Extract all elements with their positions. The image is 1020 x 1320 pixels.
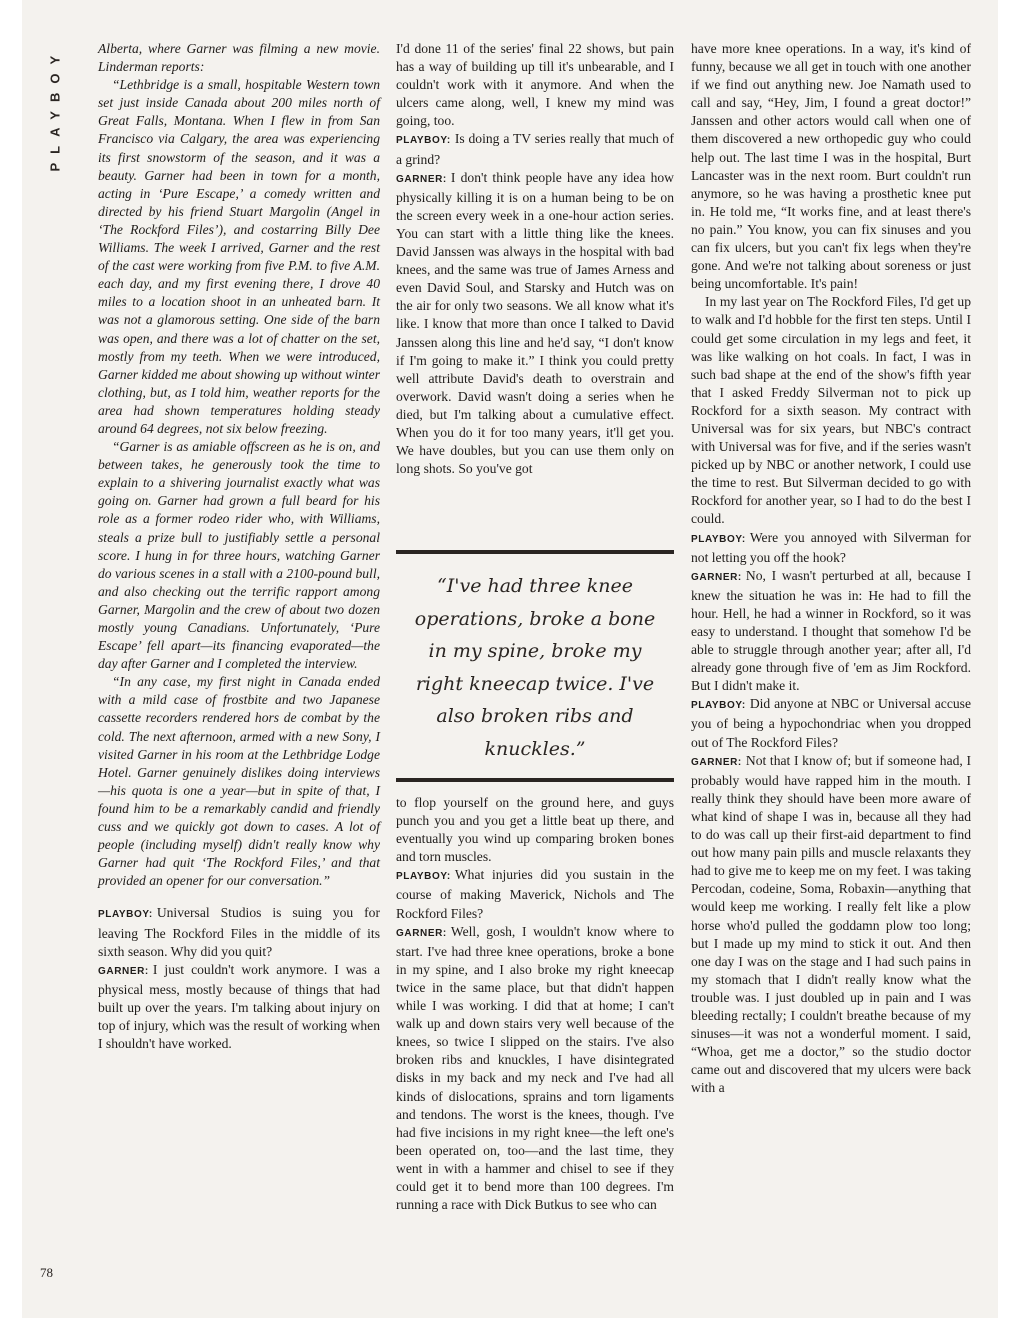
speaker-label: GARNER: xyxy=(98,965,149,977)
column-1 xyxy=(98,40,380,1053)
pull-quote-top-rule xyxy=(396,550,674,554)
answer-text: In my last year on The Rockford Files, I'd get up to walk and I'd hobble for the first ten steps. Until I could get some circulation in my legs and feet, it was like walking on hot coals. In fact, I was in such bad shape at the end of the show's fifth year that I asked Freddy Silverman not to pick up Rockford for a sixth season. My contract with Universal was for six years, but NBC's contract with Universal was for five, and if the series wasn't picked up by NBC or another network, I could use the time to rest. But Silverman decided to go with Rockford for another year, so I had to do the best I could. xyxy=(691,294,971,527)
qa-paragraph xyxy=(396,923,674,1215)
column-2-top xyxy=(396,40,674,478)
answer-text: Did anyone at NBC or Universal accuse you of being a hypochondriac when you dropped out of The Rockford Files? xyxy=(691,696,971,750)
qa-paragraph xyxy=(691,567,971,696)
answer-text: Universal Studios is suing you for leaving The Rockford Files in the middle of its sixth season. Why did you quit? xyxy=(98,905,380,959)
answer-text: What injuries did you sustain in the course of making Maverick, Nichols and The Rockford Files? xyxy=(396,867,674,921)
qa-paragraph xyxy=(396,40,674,130)
qa-paragraph xyxy=(98,961,380,1053)
intro-paragraph: Alberta, where Garner was filming a new movie. Linderman reports: xyxy=(98,41,380,75)
speaker-label: GARNER: xyxy=(396,173,447,185)
speaker-label: PLAYBOY: xyxy=(691,533,746,545)
qa-paragraph xyxy=(691,752,971,1098)
magazine-name: PLAYBOY xyxy=(47,46,63,172)
speaker-label: GARNER: xyxy=(691,571,742,583)
pull-quote-bottom-rule xyxy=(396,778,674,782)
answer-text: to flop yourself on the ground here, and guys punch you and you get a little beat up there, and eventually you wind up comparing broken bones and torn muscles. xyxy=(396,795,674,865)
speaker-label: PLAYBOY: xyxy=(98,909,153,921)
column-3 xyxy=(691,40,971,1097)
speaker-label: PLAYBOY: xyxy=(691,700,746,712)
qa-paragraph xyxy=(396,866,674,922)
answer-text: I don't think people have any idea how physically killing it is on a human being to be on the screen every week in a one-hour action series. You can start with a little thing like the knees. David Janssen was always in the hospital with bad knees, and the same was true of James Arness and even David Soul, and Starsky and Hutch was on the air for only two seasons. We all know what it's like. I know that more than once I talked to David Janssen along this line and he'd say, “I don't know if I'm going to make it.” I think you could pretty well attribute David's death to overstrain and overwork. David wasn't doing a series when he died, but I'm talking about a cumulative effect. When you do it for too many years, it'll get you. We have doubles, but you can use them only on long shots. So you've got xyxy=(396,169,674,477)
pull-quote xyxy=(396,550,674,782)
qa-paragraph xyxy=(98,904,380,960)
answer-text: Is doing a TV series really that much of a grind? xyxy=(396,131,674,167)
qa-paragraph xyxy=(691,529,971,567)
pull-quote-text: “I've had three knee operations, broke a bone in my spine, broke my right kneecap twice. I've also broken ribs and knuckles.” xyxy=(414,575,656,760)
page-number: 78 xyxy=(40,1265,53,1280)
answer-text: I just couldn't work anymore. I was a physical mess, mostly because of things that had built up over the years. I'm talking about injury on top of injury, which was the result of working when I shouldn't have worked. xyxy=(98,961,380,1052)
column-2-bottom xyxy=(396,794,674,1214)
qa-paragraph xyxy=(396,169,674,479)
magazine-running-head xyxy=(33,42,93,182)
qa-paragraph xyxy=(691,293,971,528)
qa-paragraph xyxy=(396,794,674,866)
qa-paragraph xyxy=(691,40,971,293)
answer-text: Not that I know of; but if someone had, I probably would have rapped him in the mouth. I really think they should have been more aware of what kind of shape I was in, because all they had to do was call up their first-aid department to find out how many pain pills and muscle relaxants they had to give me to keep me on my feet. I was taking Percodan, codeine, Soma, Robaxin—anything that would keep me working. I really felt like a plow horse who'd pulled the goddamn plow too long; but I made up my mind to stick it out. And then one day I was on the stage and I had such pains in my stomach that I didn't really know what the trouble was. I just doubled up in pain and I was bleeding rectally; I couldn't breathe because of my sinuses—it was not a wonderful moment. I said, “Whoa, get me a doctor,” so the studio doctor came out and discovered that my ulcers were back with a xyxy=(691,752,971,1096)
intro-section xyxy=(98,40,380,890)
answer-text: have more knee operations. In a way, it's kind of funny, because we all get in touch with one another if we find out anything new. Joe Namath used to call and say, “Hey, Jim, I found a great doctor!” Janssen and other actors would call when one of them discovered a new orthopedic guy who could help out. The last time I was in the hospital, Burt Lancaster was in the next room. Burt couldn't run anymore, so he was having a prosthetic knee put in. He told me, “It works fine, and at least there's no pain.” You know, you can fix sinuses and you can fix ulcers, but you can't fix legs when they're gone. And we're not talking about soreness or just being uncomfortable. It's pain! xyxy=(691,41,971,292)
answer-text: No, I wasn't perturbed at all, because I knew the situation he was in: He had to fill the hour. Hell, he had a winner in Rockford, so it was easy to understand. I thought that somehow I'd be able to struggle through another year; after all, I'd already gone through five of 'em as Jim Rockford. But I didn't make it. xyxy=(691,567,971,694)
speaker-label: PLAYBOY: xyxy=(396,871,451,883)
answer-text: Were you annoyed with Silverman for not letting you off the hook? xyxy=(691,529,971,565)
speaker-label: PLAYBOY: xyxy=(396,135,451,147)
answer-text: I'd done 11 of the series' final 22 shows, but pain has a way of building up till it's unbearable, and I couldn't work with it anymore. And when the ulcers came along, well, I knew my mind was going, too. xyxy=(396,41,674,129)
qa-paragraph xyxy=(691,695,971,751)
speaker-label: GARNER: xyxy=(691,756,742,768)
answer-text: Well, gosh, I wouldn't know where to start. I've had three knee operations, broke a bone in my spine, and I also broke my right kneecap twice in the same place, but that didn't happen while I was working. I did that at home; I can't walk up and down stairs very well because of the knees, so twice I slipped on the stairs. I've also broken ribs and knuckles, I have disintegrated disks in my back and my neck and I've had all kinds of dislocations, sprains and torn ligaments and tendons. The worst is the knees, though. I've had five incisions in my right knee—the left one's been operated on, too—and the last time, they went in with a hammer and chisel to see if they could get it to bend more than 100 degrees. I'm running a race with Dick Butkus to see who can xyxy=(396,923,674,1213)
intro-paragraph: “In any case, my first night in Canada ended with a mild case of frostbite and two Japanese cassette recorders rendered hors de combat by the cold. The next afternoon, armed with a new Sony, I visited Garner in his room at the Lethbridge Lodge Hotel. Garner genuinely dislikes doing interviews—his quota is one a year—but in spite of that, I found him to be a remarkably candid and friendly cuss and we quickly got down to cases. A lot of people (including myself) didn't really know why Garner had quit ‘The Rockford Files,’ and that provided an opener for our conversation.” xyxy=(98,674,380,889)
speaker-label: GARNER: xyxy=(396,927,447,939)
intro-paragraph: “Lethbridge is a small, hospitable Western town set just inside Canada about 200 miles north of Great Falls, Montana. When I flew in from San Francisco via Calgary, the area was experiencing its first snowstorm of the season, and it was a beauty. Garner had been in town for a month, acting in ‘Pure Escape,’ a comedy written and directed by his friend Stuart Margolin (Angel in ‘The Rockford Files’), and costarring Billy Dee Williams. The week I arrived, Garner and the rest of the cast were working from five P.M. to five A.M. each day, and my first evening there, I drove 40 miles to a location shoot in an unheated barn. It was not a glamorous setting. One side of the barn was open, and there was a lot of chatter on the set, mostly from my teeth. When we were introduced, Garner kidded me about showing up without winter clothing, but, as I told him, weather reports for the area had shown temperatures holding steady around 64 degrees, not six below freezing. xyxy=(98,77,380,436)
qa-paragraph xyxy=(396,130,674,168)
intro-paragraph: “Garner is as amiable offscreen as he is on, and between takes, he generously took the time to explain to a shivering journalist exactly what was going on. Garner had grown a full beard for his role as a former rodeo rider who, with Williams, steals a prize bull to justifiably settle a personal score. I hung in for three hours, watching Garner do various scenes in a stall with a 2100-pound bull, and also checking out the terrific rapport among Garner, Margolin and the crew of about two dozen mostly young Canadians. Unfortunately, ‘Pure Escape’ fell apart—its financing evaporated—the day after Garner and I completed the interview. xyxy=(98,439,380,672)
